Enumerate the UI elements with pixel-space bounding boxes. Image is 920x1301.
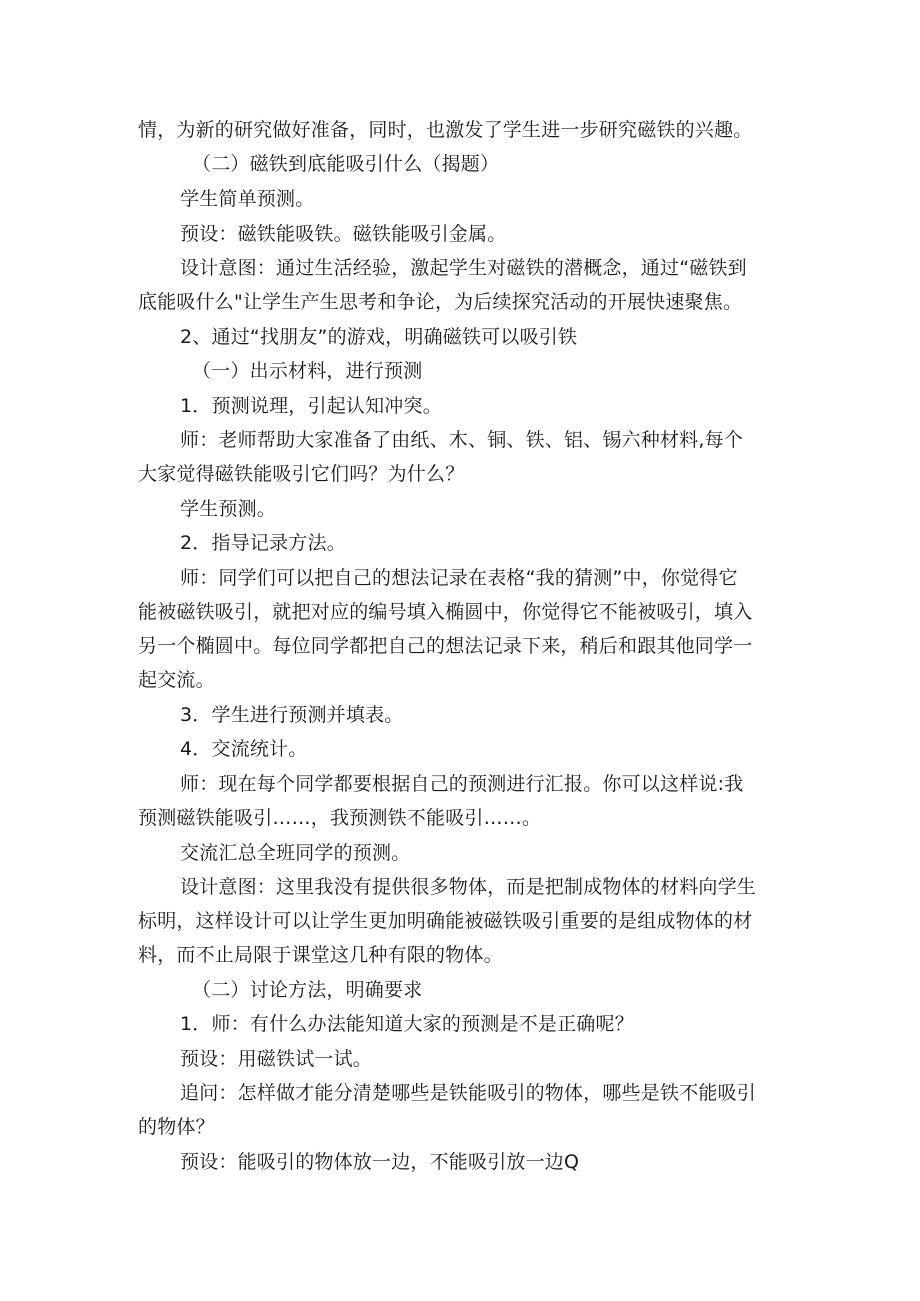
- text-line: 大家觉得磁铁能吸引它们吗？为什么？: [138, 463, 465, 485]
- section-heading: [192, 147, 920, 181]
- list-item: [180, 732, 920, 766]
- text-line: 底能吸什么"让学生产生思考和争论，为后续探究活动的开展快速聚焦。: [138, 291, 743, 313]
- paragraph: [138, 423, 920, 491]
- text-line: 预设：用磁铁试一试。: [180, 1048, 373, 1070]
- text-line: 料，而不止局限于课堂这几种有限的物体。: [138, 944, 503, 966]
- paragraph: [138, 767, 920, 835]
- design-intent-paragraph: [138, 251, 920, 319]
- text-line: 能被磁铁吸引，就把对应的编号填入椭圆中，你觉得它不能被吸引，填入: [138, 601, 753, 623]
- text-line: 2、通过“找朋友”的游戏，明确磁铁可以吸引铁: [180, 326, 578, 348]
- section-heading: [180, 320, 920, 354]
- section-heading: [192, 973, 920, 1007]
- text-line: 预设：磁铁能吸铁。磁铁能吸引金属。: [180, 223, 507, 245]
- text-line: 师：现在每个同学都要根据自己的预测进行汇报。你可以这样说:我: [180, 773, 744, 795]
- text-line: 3．学生进行预测并填表。: [180, 704, 404, 726]
- paragraph: [180, 1042, 920, 1076]
- text-line: 的物体？: [138, 1116, 215, 1138]
- text-line: 预设：能吸引的物体放一边，不能吸引放一边Q: [180, 1151, 580, 1173]
- text-line: 情，为新的研究做好准备，同时，也激发了学生进一步研究磁铁的兴趣。: [138, 119, 753, 141]
- list-item: [180, 389, 920, 423]
- text-line: 1．预测说理，引起认知冲突。: [180, 395, 442, 417]
- text-line: 预测磁铁能吸引……，我预测铁不能吸引……。: [138, 807, 542, 829]
- paragraph-continuation: [138, 113, 920, 147]
- text-line: （二）讨论方法，明确要求: [192, 979, 423, 1001]
- text-line: 追问：怎样做才能分清楚哪些是铁能吸引的物体，哪些是铁不能吸引: [180, 1082, 757, 1104]
- text-line: 4．交流统计。: [180, 738, 308, 760]
- paragraph: [180, 182, 920, 216]
- text-line: 另一个椭圆中。每位同学都把自己的想法记录下来，稍后和跟其他同学一: [138, 635, 753, 657]
- paragraph: [180, 217, 920, 251]
- text-line: 2．指导记录方法。: [180, 532, 346, 554]
- text-line: 1．师：有什么办法能知道大家的预测是不是正确呢？: [180, 1013, 634, 1035]
- list-item: [180, 526, 920, 560]
- text-line: 学生预测。: [180, 498, 277, 520]
- text-line: （二）磁铁到底能吸引什么（揭题）: [192, 153, 500, 175]
- text-line: 师：老师帮助大家准备了由纸、木、铜、铁、铝、锡六种材料,每个: [180, 429, 744, 451]
- paragraph: [180, 1145, 920, 1179]
- list-item: [180, 1007, 920, 1041]
- paragraph: [180, 492, 920, 526]
- paragraph: [180, 836, 920, 870]
- section-heading: [192, 354, 920, 388]
- paragraph: [138, 561, 920, 697]
- text-line: 师：同学们可以把自己的想法记录在表格“我的猜测”中，你觉得它: [180, 567, 738, 589]
- design-intent-paragraph: [138, 870, 920, 972]
- text-line: 起交流。: [138, 669, 215, 691]
- list-item: [180, 698, 920, 732]
- paragraph: [138, 1076, 920, 1144]
- text-line: 设计意图：通过生活经验，激起学生对磁铁的潜概念，通过“磁铁到: [180, 257, 747, 279]
- text-line: 学生简单预测。: [180, 188, 315, 210]
- text-line: 标明，这样设计可以让学生更加明确能被磁铁吸引重要的是组成物体的材: [138, 910, 753, 932]
- text-line: 设计意图：这里我没有提供很多物体，而是把制成物体的材料向学生: [180, 876, 757, 898]
- text-line: （一）出示材料，进行预测: [192, 360, 423, 382]
- text-line: 交流汇总全班同学的预测。: [180, 842, 411, 864]
